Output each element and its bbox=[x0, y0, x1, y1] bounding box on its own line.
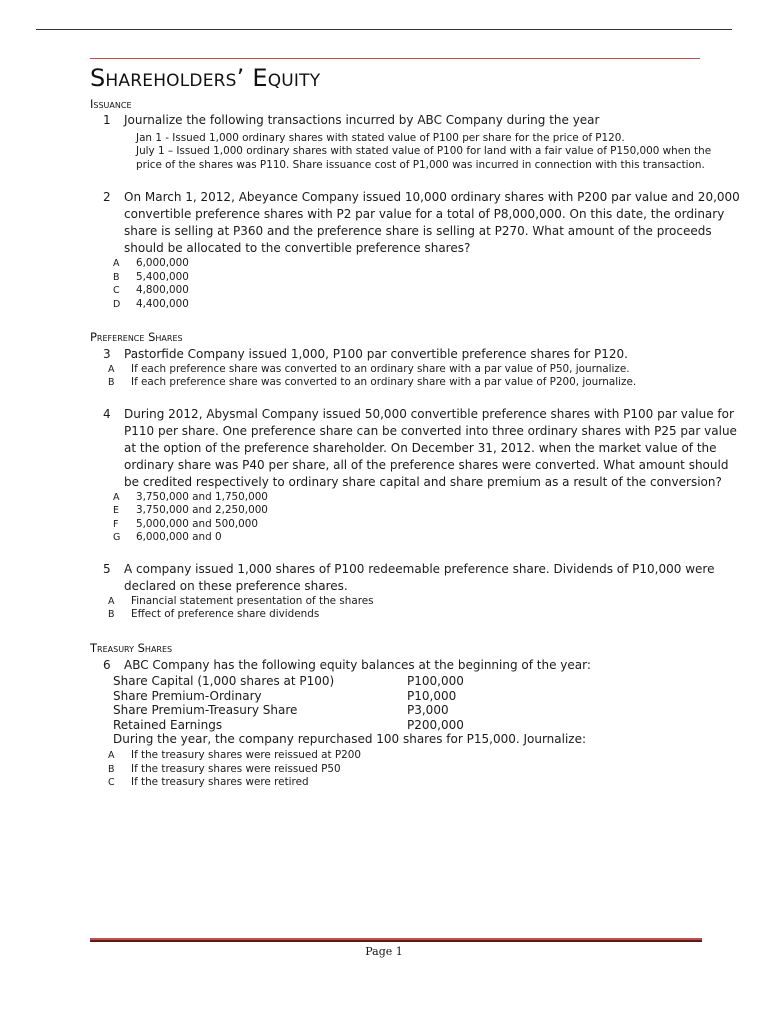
question-number-2: 2 bbox=[103, 190, 111, 204]
footer-rule-dark bbox=[90, 940, 702, 942]
q6-option-letter-a: A bbox=[108, 750, 115, 761]
question-1-jul-entry-line1: July 1 – Issued 1,000 ordinary shares with stated value of P100 for land with a fair value of P150,000 when the bbox=[136, 145, 712, 157]
question-number-6: 6 bbox=[103, 658, 111, 672]
question-2-line4: should be allocated to the convertible preference shares? bbox=[124, 241, 471, 255]
question-1-jul-entry-line2: price of the shares was P110. Share issuance cost of P1,000 was incurred in connection with this transaction. bbox=[136, 159, 705, 171]
question-number-1: 1 bbox=[103, 113, 111, 127]
balance-value-share-premium-treasury: P3,000 bbox=[407, 703, 449, 717]
section-heading-preference-shares: Preference Shares bbox=[90, 330, 183, 344]
q2-option-text-d: 4,400,000 bbox=[136, 298, 189, 310]
q2-option-text-b: 5,400,000 bbox=[136, 271, 189, 283]
q2-option-text-a: 6,000,000 bbox=[136, 257, 189, 269]
question-2-line2: convertible preference shares with P2 par value for a total of P8,000,000. On this date, the ordinary bbox=[124, 207, 725, 221]
question-6-followup: During the year, the company repurchased 100 shares for P15,000. Journalize: bbox=[113, 732, 587, 746]
balance-label-share-capital: Share Capital (1,000 shares at P100) bbox=[113, 674, 335, 688]
q4-option-text-a: 3,750,000 and 1,750,000 bbox=[136, 491, 268, 503]
q2-option-letter-d: D bbox=[113, 299, 121, 310]
q6-option-letter-c: C bbox=[108, 777, 115, 788]
q3-option-text-b: If each preference share was converted to an ordinary share with a par value of P200, journalize. bbox=[131, 376, 637, 388]
q6-option-text-a: If the treasury shares were reissued at P200 bbox=[131, 749, 361, 761]
page-title: Shareholders’ Equity bbox=[90, 64, 321, 92]
balance-label-share-premium-treasury: Share Premium-Treasury Share bbox=[113, 703, 298, 717]
question-number-5: 5 bbox=[103, 562, 111, 576]
question-1-text: Journalize the following transactions incurred by ABC Company during the year bbox=[124, 113, 600, 127]
question-4-line2: P110 per share. One preference share can be converted into three ordinary shares with P25 par value bbox=[124, 424, 737, 438]
question-2-line3: share is selling at P360 and the preference share is selling at P270. What amount of the proceeds bbox=[124, 224, 712, 238]
section-heading-treasury-shares: Treasury Shares bbox=[90, 641, 173, 655]
question-6-text: ABC Company has the following equity balances at the beginning of the year: bbox=[124, 658, 591, 672]
q4-option-letter-a: A bbox=[113, 492, 120, 503]
question-4-line5: be credited respectively to ordinary share capital and share premium as a result of the conversion? bbox=[124, 475, 722, 489]
balance-label-share-premium-ordinary: Share Premium-Ordinary bbox=[113, 689, 262, 703]
question-number-4: 4 bbox=[103, 407, 111, 421]
question-4-line1: During 2012, Abysmal Company issued 50,000 convertible preference shares with P100 par value for bbox=[124, 407, 734, 421]
q6-option-text-c: If the treasury shares were retired bbox=[131, 776, 309, 788]
q2-option-letter-a: A bbox=[113, 258, 120, 269]
q6-option-text-b: If the treasury shares were reissued P50 bbox=[131, 763, 341, 775]
q5-option-text-b: Effect of preference share dividends bbox=[131, 608, 320, 620]
q2-option-text-c: 4,800,000 bbox=[136, 284, 189, 296]
title-underline bbox=[90, 58, 700, 59]
balance-value-retained-earnings: P200,000 bbox=[407, 718, 464, 732]
question-5-line1: A company issued 1,000 shares of P100 redeemable preference share. Dividends of P10,000 were bbox=[124, 562, 715, 576]
q4-option-text-e: 3,750,000 and 2,250,000 bbox=[136, 504, 268, 516]
question-1-jan-entry: Jan 1 - Issued 1,000 ordinary shares with stated value of P100 per share for the price of P120. bbox=[136, 132, 625, 144]
q4-option-letter-g: G bbox=[113, 532, 121, 543]
q2-option-letter-c: C bbox=[113, 285, 120, 296]
question-2-line1: On March 1, 2012, Abeyance Company issued 10,000 ordinary shares with P200 par value and 20,000 bbox=[124, 190, 740, 204]
balance-label-retained-earnings: Retained Earnings bbox=[113, 718, 223, 732]
q4-option-text-g: 6,000,000 and 0 bbox=[136, 531, 222, 543]
q5-option-text-a: Financial statement presentation of the shares bbox=[131, 595, 374, 607]
balance-value-share-capital: P100,000 bbox=[407, 674, 464, 688]
q2-option-letter-b: B bbox=[113, 272, 120, 283]
page-number: Page 1 bbox=[365, 945, 403, 958]
question-3-text: Pastorfide Company issued 1,000, P100 par convertible preference shares for P120. bbox=[124, 347, 628, 361]
q4-option-text-f: 5,000,000 and 500,000 bbox=[136, 518, 259, 530]
top-border-line bbox=[36, 29, 732, 30]
q3-option-text-a: If each preference share was converted to an ordinary share with a par value of P50, journalize. bbox=[131, 363, 630, 375]
q5-option-letter-b: B bbox=[108, 609, 115, 620]
question-number-3: 3 bbox=[103, 347, 111, 361]
q4-option-letter-f: F bbox=[113, 519, 119, 530]
question-4-line3: at the option of the preference shareholder. On December 31, 2012. when the market value of the bbox=[124, 441, 717, 455]
balance-value-share-premium-ordinary: P10,000 bbox=[407, 689, 457, 703]
q3-option-letter-a: A bbox=[108, 364, 115, 375]
question-4-line4: ordinary share was P40 per share, all of the preference shares were converted. What amount should bbox=[124, 458, 729, 472]
section-heading-issuance: Issuance bbox=[90, 97, 132, 111]
q4-option-letter-e: E bbox=[113, 505, 120, 516]
q3-option-letter-b: B bbox=[108, 377, 115, 388]
question-5-line2: declared on these preference shares. bbox=[124, 579, 348, 593]
q5-option-letter-a: A bbox=[108, 596, 115, 607]
q6-option-letter-b: B bbox=[108, 764, 115, 775]
